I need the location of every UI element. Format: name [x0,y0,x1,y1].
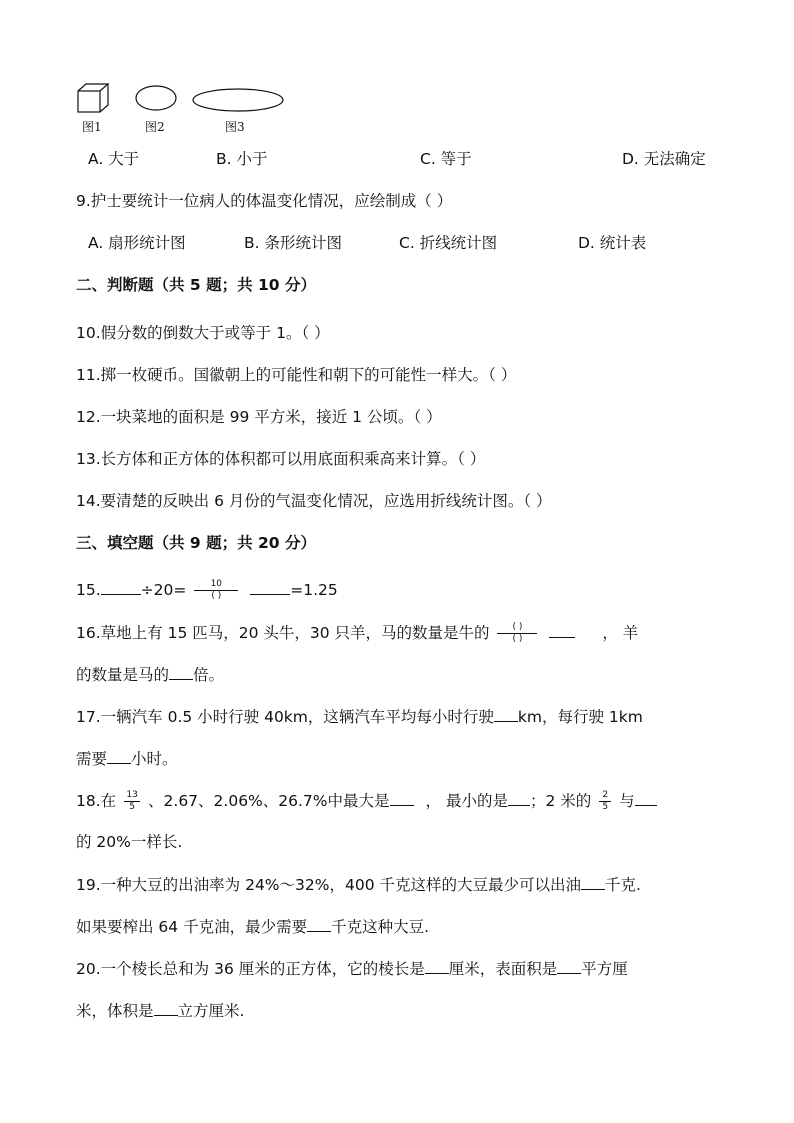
q19-a: 19.一种大豆的出油率为 24%～32%，400 千克这样的大豆最少可以出油 [76,876,581,894]
q20-c: 平方厘 [581,960,628,978]
q19-blank-1[interactable] [581,873,605,890]
q20-blank-2[interactable] [557,957,581,974]
q18-blank-3[interactable] [635,789,657,806]
question-20-line-1 [76,957,628,980]
q15-frac-den[interactable]: ( ) [211,591,222,601]
q15-blank-2[interactable] [250,578,290,595]
q18-f2-num: 2 [599,790,611,802]
q18-b: 、2.67、2.06%、26.7%中最大是 [148,792,390,810]
q16-blank-2[interactable] [169,663,193,680]
figure-label-1: 图1 [82,120,102,134]
section-3-title: 三、填空题（共 9 题；共 20 分） [76,534,316,552]
q16-fraction [497,622,537,645]
q8-option-a[interactable]: A. 大于 [88,150,140,168]
q18-e: 与 [619,792,635,810]
cube-figure [76,82,110,114]
question-19-line-1 [76,873,641,896]
q18-fraction-1 [124,790,140,813]
q20-blank-1[interactable] [425,957,449,974]
question-12: 12.一块菜地的面积是 99 平方米，接近 1 公顷。（ ） [76,408,442,426]
q8-option-b[interactable]: B. 小于 [216,150,268,168]
q18-a: 18.在 [76,792,117,810]
q18-blank-1[interactable] [390,789,414,806]
question-17-line-2 [76,747,178,770]
q20-e: 立方厘米. [177,1002,245,1020]
q20-a: 20.一个棱长总和为 36 厘米的正方体，它的棱长是 [76,960,425,978]
q20-blank-3[interactable] [154,999,178,1016]
q19-d: 千克这种大豆. [331,918,430,936]
question-18-line-2: 的 20%一样长. [76,833,183,851]
q16-line2-b: 倍。 [193,666,225,684]
q15-frac-num: 10 [194,579,238,591]
q17-blank-2[interactable] [107,747,131,764]
question-15 [76,578,338,602]
q16-part1: 16.草地上有 15 匹马，20 头牛，30 只羊，马的数量是牛的 [76,624,490,642]
q18-f1-den: 5 [129,802,135,812]
question-19-line-2 [76,915,429,938]
figure-label-2: 图2 [145,120,165,134]
question-10: 10.假分数的倒数大于或等于 1。（ ） [76,324,330,342]
question-16-line-2 [76,663,224,686]
q20-d: 米，体积是 [76,1002,154,1020]
q16-part2: ， 羊 [602,624,639,642]
q18-c: ， 最小的是 [425,792,508,810]
q19-blank-2[interactable] [307,915,331,932]
q8-option-c[interactable]: C. 等于 [420,150,472,168]
q18-f2-den: 5 [602,802,609,812]
q9-option-d[interactable]: D. 统计表 [578,234,647,252]
q16-blank-1[interactable] [549,621,575,638]
q17-b: km，每行驶 1km [517,708,643,726]
q8-option-d[interactable]: D. 无法确定 [622,150,706,168]
q17-blank-1[interactable] [494,705,518,722]
q15-eq: =1.25 [290,581,338,599]
question-18-line-1 [76,789,657,813]
q18-f1-num: 13 [124,790,140,802]
question-9: 9.护士要统计一位病人的体温变化情况，应绘制成（ ） [76,192,453,210]
q20-b: 厘米，表面积是 [448,960,558,978]
q9-option-b[interactable]: B. 条形统计图 [244,234,342,252]
circle-figure [134,84,178,112]
q15-fraction [194,579,238,602]
q19-c: 如果要榨出 64 千克油，最少需要 [76,918,308,936]
question-14: 14.要清楚的反映出 6 月份的气温变化情况，应选用折线统计图。（ ） [76,492,552,510]
q18-fraction-2 [599,790,611,813]
q18-blank-2[interactable] [508,789,530,806]
q17-a: 17.一辆汽车 0.5 小时行驶 40km，这辆汽车平均每小时行驶 [76,708,494,726]
question-17-line-1 [76,705,643,728]
question-20-line-2 [76,999,244,1022]
ellipse-figure [191,87,285,113]
q15-number: 15. [76,581,101,599]
figure-label-3: 图3 [225,120,245,134]
q18-d: ；2 米的 [529,792,592,810]
q15-div20: ÷20= [140,581,187,599]
question-13: 13.长方体和正方体的体积都可以用底面积乘高来计算。（ ） [76,450,486,468]
question-11: 11.掷一枚硬币。国徽朝上的可能性和朝下的可能性一样大。（ ） [76,366,517,384]
section-2-title: 二、判断题（共 5 题；共 10 分） [76,276,316,294]
q16-frac-den[interactable]: ( ) [512,634,523,644]
q9-option-a[interactable]: A. 扇形统计图 [88,234,186,252]
q15-blank-1[interactable] [101,578,141,595]
q16-frac-num[interactable]: ( ) [497,622,537,634]
question-16-line-1 [76,621,638,645]
q9-option-c[interactable]: C. 折线统计图 [399,234,498,252]
q17-c: 需要 [76,750,108,768]
q17-d: 小时。 [131,750,178,768]
q16-line2-a: 的数量是马的 [76,666,170,684]
q19-b: 千克. [605,876,641,894]
